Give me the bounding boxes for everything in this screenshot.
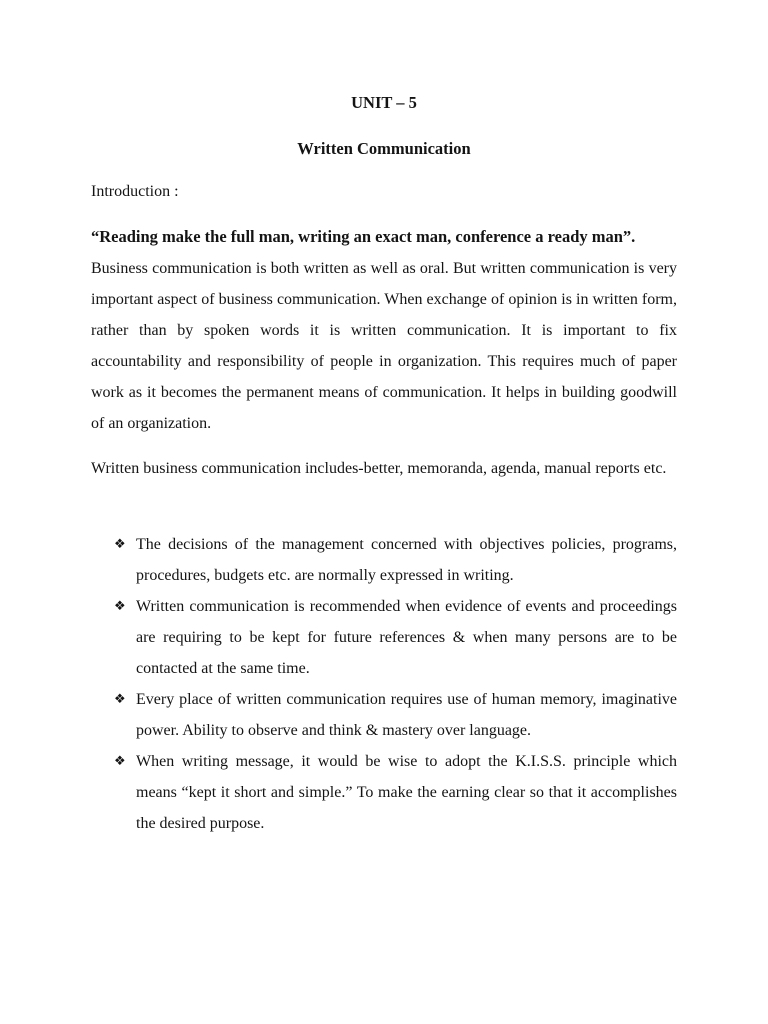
diamond-bullet-icon: ❖: [114, 537, 126, 552]
bullet-list: [114, 529, 677, 839]
document-title: Written Communication: [297, 139, 471, 158]
opening-quote: “Reading make the full man, writing an exact man, conference a ready man”.: [91, 227, 636, 246]
diamond-bullet-icon: ❖: [114, 692, 126, 707]
bullet-item: [114, 591, 677, 684]
bullet-item: [114, 746, 677, 839]
diamond-bullet-icon: ❖: [114, 599, 126, 614]
paragraph-written-business-communication: Written business communication includes-better, memoranda, agenda, manual reports etc.: [91, 460, 667, 477]
bullet-item: [114, 684, 677, 746]
diamond-bullet-icon: ❖: [114, 754, 126, 769]
bullet-item: [114, 529, 677, 591]
bullet-text: Every place of written communication requires use of human memory, imaginative power. Ability to observe and think & mastery over language.: [136, 691, 677, 739]
introduction-label: Introduction :: [91, 183, 179, 200]
paragraph-business-communication: Business communication is both written as well as oral. But written communication is very important aspect of business communication. When exchange of opinion is in written form, rather than by spoken words it is written communication. It is important to fix accountability and responsibility of people in organization. This requires much of paper work as it becomes the permanent means of communication. It helps in building goodwill of an organization.: [91, 260, 677, 432]
bullet-text: Written communication is recommended when evidence of events and proceedings are requiring to be kept for future references & when many persons are to be contacted at the same time.: [136, 598, 677, 677]
bullet-text: The decisions of the management concerned with objectives policies, programs, procedures, budgets etc. are normally expressed in writing.: [136, 536, 677, 584]
unit-heading: UNIT – 5: [351, 93, 417, 112]
bullet-text: When writing message, it would be wise to adopt the K.I.S.S. principle which means “kept it short and simple.” To make the earning clear so that it accomplishes the desired purpose.: [136, 753, 677, 832]
